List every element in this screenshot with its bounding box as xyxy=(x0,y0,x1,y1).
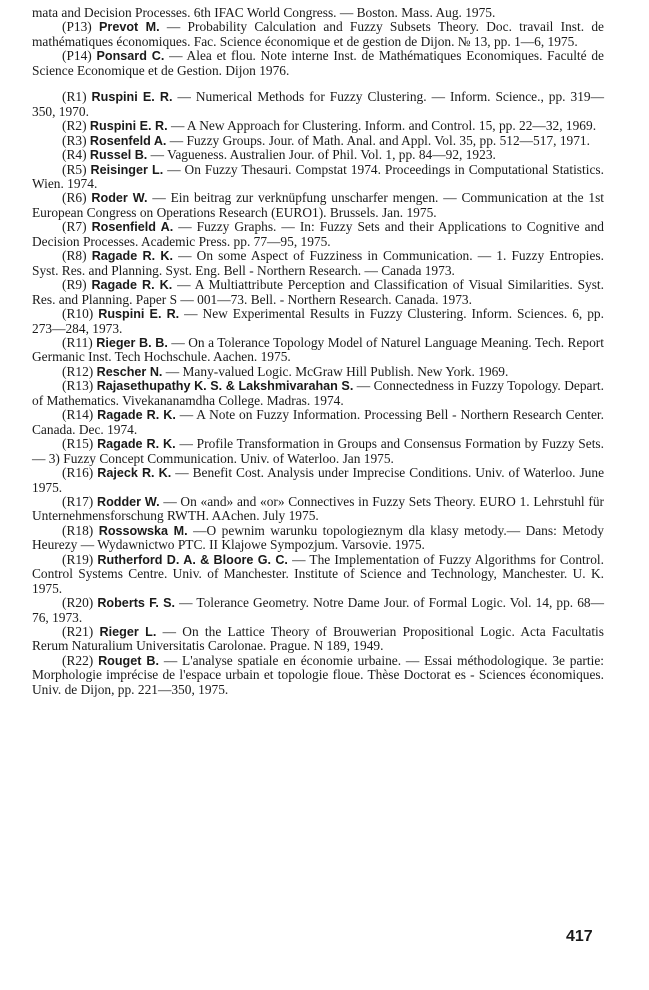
reference-text: — On some Aspect of Fuzziness in Communication. — 1. Fuzzy Entropies. Syst. Res. and Planning. Syst. Eng. Bell - Northern Research. — Canada 1973. xyxy=(32,248,604,278)
reference-author: Rouget B. xyxy=(98,653,159,668)
reference-label: (P14) xyxy=(62,48,92,64)
reference-author: Ruspini E. R. xyxy=(89,119,168,134)
reference-author: Reisinger L. xyxy=(90,162,164,177)
reference-entry xyxy=(32,90,604,119)
reference-text: — Connectedness in Fuzzy Topology. Depart. of Mathematics. Vivekananamdha College. Madras. 1974. xyxy=(32,378,604,408)
reference-label: (R17) xyxy=(62,493,94,509)
reference-label: (R15) xyxy=(62,436,94,452)
reference-label: (R1) xyxy=(62,89,87,105)
reference-author: Ragade R. K. xyxy=(97,408,176,423)
reference-text: — Ein beitrag zur verknüpfung unscharfer mengen. — Communication at the 1st European Congress on Operations Research (EURO1). Brussels. Jan. 1975. xyxy=(32,190,604,220)
reference-text: —O pewnim warunku topologieznym dla klasy metody.— Dans: Metody Heurezy — Wydawnictwo PTC. II Klajowe Sympozjum. Varsovie. 1975. xyxy=(32,522,604,553)
reference-entry xyxy=(32,437,604,466)
reference-author: Rutherford D. A. & Bloore G. C. xyxy=(97,552,288,567)
reference-label: (R5) xyxy=(62,161,87,177)
page-number: 417 xyxy=(566,928,593,945)
reference-author: Rajeck R. K. xyxy=(97,466,172,481)
reference-label: (R4) xyxy=(62,147,87,163)
reference-text: — Fuzzy Graphs. — In: Fuzzy Sets and their Applications to Cognitive and Decision Processes. Academic Press. pp. 77—95, 1975. xyxy=(32,219,604,249)
reference-text: — The Implementation of Fuzzy Algorithms for Control. Control Systems Centre. Univ. of Manchester. Institute of Science and Technology, Manchester. U. K. 1975. xyxy=(32,551,604,596)
reference-text: — Alea et flou. Note interne Inst. de Mathématiques Economiques. Faculté de Science Economique et de Gestion. Dijon 1976. xyxy=(32,48,604,78)
reference-entry xyxy=(32,119,604,133)
reference-entry xyxy=(32,495,604,524)
reference-author: Prevot M. xyxy=(99,20,160,35)
reference-label: (R8) xyxy=(62,248,87,264)
reference-author: Rescher N. xyxy=(96,364,163,379)
reference-text: — Profile Transformation in Groups and Consensus Formation by Fuzzy Sets. — 3) Fuzzy Concept Communication. Univ. of Waterloo. Jan 1975. xyxy=(32,436,604,466)
reference-text: — A New Approach for Clustering. Inform. and Control. 15, pp. 22—32, 1969. xyxy=(170,118,597,134)
reference-label: (R14) xyxy=(62,407,94,423)
reference-author: Rossowska M. xyxy=(98,523,188,538)
reference-label: (R11) xyxy=(62,334,93,350)
reference-entry xyxy=(32,379,604,408)
reference-entry xyxy=(32,524,604,553)
reference-text: — A Multiattribute Perception and Classification of Visual Similarities. Syst. Res. and Planning. Paper S — 001—73. Bell. - Northern Research. Canada. 1973. xyxy=(32,277,604,307)
reference-author: Ragade R. K. xyxy=(91,249,173,264)
reference-label: (R16) xyxy=(62,465,94,481)
reference-author: Ragade R. K. xyxy=(97,437,176,452)
reference-entry xyxy=(32,249,604,278)
reference-entry xyxy=(32,20,604,49)
reference-author: Rosenfeld A. xyxy=(89,133,167,148)
reference-author: Rajasethupathy K. S. & Lakshmivarahan S. xyxy=(96,379,354,394)
reference-label: (R12) xyxy=(62,363,94,379)
reference-entry xyxy=(32,596,604,625)
reference-author: Russel B. xyxy=(89,148,148,163)
reference-label: (R10) xyxy=(62,306,94,322)
reference-entry xyxy=(32,191,604,220)
reference-text: — Vagueness. Australien Jour. of Phil. Vol. 1, pp. 84—92, 1923. xyxy=(150,147,496,163)
reference-text: — Fuzzy Groups. Jour. of Math. Anal. and Appl. Vol. 35, pp. 512—517, 1971. xyxy=(169,132,590,148)
reference-label: (R9) xyxy=(62,277,87,293)
reference-entry xyxy=(32,278,604,307)
reference-entry xyxy=(32,134,604,148)
reference-author: Rieger L. xyxy=(99,625,157,640)
reference-author: Rieger B. B. xyxy=(96,335,168,350)
reference-entry xyxy=(32,6,604,20)
reference-text: — A Note on Fuzzy Information. Processing Bell - Northern Research Center. Canada. Dec. 1974. xyxy=(32,407,604,437)
reference-author: Ruspini E. R. xyxy=(98,307,180,322)
reference-author: Rodder W. xyxy=(96,494,160,509)
reference-label: (R13) xyxy=(62,378,94,394)
reference-text: — L'analyse spatiale en économie urbaine. — Essai méthodologique. 3e partie: Morphologie imprécise de l'espace urbain et topologie floue. Thèse Doctorat es - Sciences économiques. Univ. de Dijon, pp. 221—350, 1975. xyxy=(32,652,604,697)
reference-author: Roder W. xyxy=(91,191,148,206)
reference-label: (R3) xyxy=(62,132,87,148)
reference-label: (R21) xyxy=(62,624,94,640)
reference-label: (R2) xyxy=(62,118,87,134)
reference-text: — Probability Calculation and Fuzzy Subsets Theory. Doc. travail Inst. de mathématiques économiques. Fac. Science économique et de gestion de Dijon. № 13, pp. 1—6, 1975. xyxy=(32,19,604,49)
reference-entry xyxy=(32,220,604,249)
reference-text: — New Experimental Results in Fuzzy Clustering. Inform. Sciences. 6, pp. 273—284, 1973. xyxy=(32,306,604,336)
reference-label: (P13) xyxy=(62,19,92,35)
reference-entry xyxy=(32,408,604,437)
reference-entry xyxy=(32,163,604,192)
reference-label: (R22) xyxy=(62,652,94,668)
reference-text: mata and Decision Processes. 6th IFAC World Congress. — Boston. Mass. Aug. 1975. xyxy=(32,5,496,20)
reference-text: — On Fuzzy Thesauri. Compstat 1974. Proceedings in Computational Statistics. Wien. 1974. xyxy=(32,161,604,191)
reference-entry xyxy=(32,336,604,365)
reference-label: (R18) xyxy=(62,522,94,538)
reference-text: — Tolerance Geometry. Notre Dame Jour. of Formal Logic. Vol. 14, pp. 68—76, 1973. xyxy=(32,595,604,625)
reference-text: — Many-valued Logic. McGraw Hill Publish. New York. 1969. xyxy=(165,363,509,379)
reference-label: (R19) xyxy=(62,551,94,567)
reference-text: — On «and» and «or» Connectives in Fuzzy Sets Theory. EURO 1. Lehrstuhl für Unternehmensforschung RWTH. AAchen. July 1975. xyxy=(32,493,604,524)
reference-author: Rosenfield A. xyxy=(91,220,174,235)
reference-entry xyxy=(32,49,604,78)
reference-entry xyxy=(32,625,604,654)
reference-text: — Numerical Methods for Fuzzy Clustering. — Inform. Science., pp. 319—350, 1970. xyxy=(32,89,604,119)
reference-entry xyxy=(32,307,604,336)
reference-label: (R20) xyxy=(62,595,94,611)
reference-entry xyxy=(32,553,604,596)
reference-entry xyxy=(32,654,604,697)
reference-entry xyxy=(32,365,604,379)
reference-author: Ponsard C. xyxy=(96,49,165,64)
reference-text: — On the Lattice Theory of Brouwerian Propositional Logic. Acta Facultatis Rerum Naturalium Universitatis Carolonae. Prague. N 189, 1949. xyxy=(32,624,604,654)
reference-author: Ragade R. K. xyxy=(91,278,173,293)
reference-text: — On a Tolerance Topology Model of Naturel Language Meaning. Tech. Report Germanic Inst. Tech Hochschule. Aachen. 1975. xyxy=(32,334,604,365)
bibliography-list xyxy=(32,6,604,697)
reference-author: Ruspini E. R. xyxy=(91,90,173,105)
reference-entry xyxy=(32,466,604,495)
reference-author: Roberts F. S. xyxy=(97,596,176,611)
reference-label: (R6) xyxy=(62,190,87,206)
reference-label: (R7) xyxy=(62,219,87,235)
reference-text: — Benefit Cost. Analysis under Imprecise Conditions. Univ. of Waterloo. June 1975. xyxy=(32,465,605,495)
reference-entry xyxy=(32,148,604,162)
